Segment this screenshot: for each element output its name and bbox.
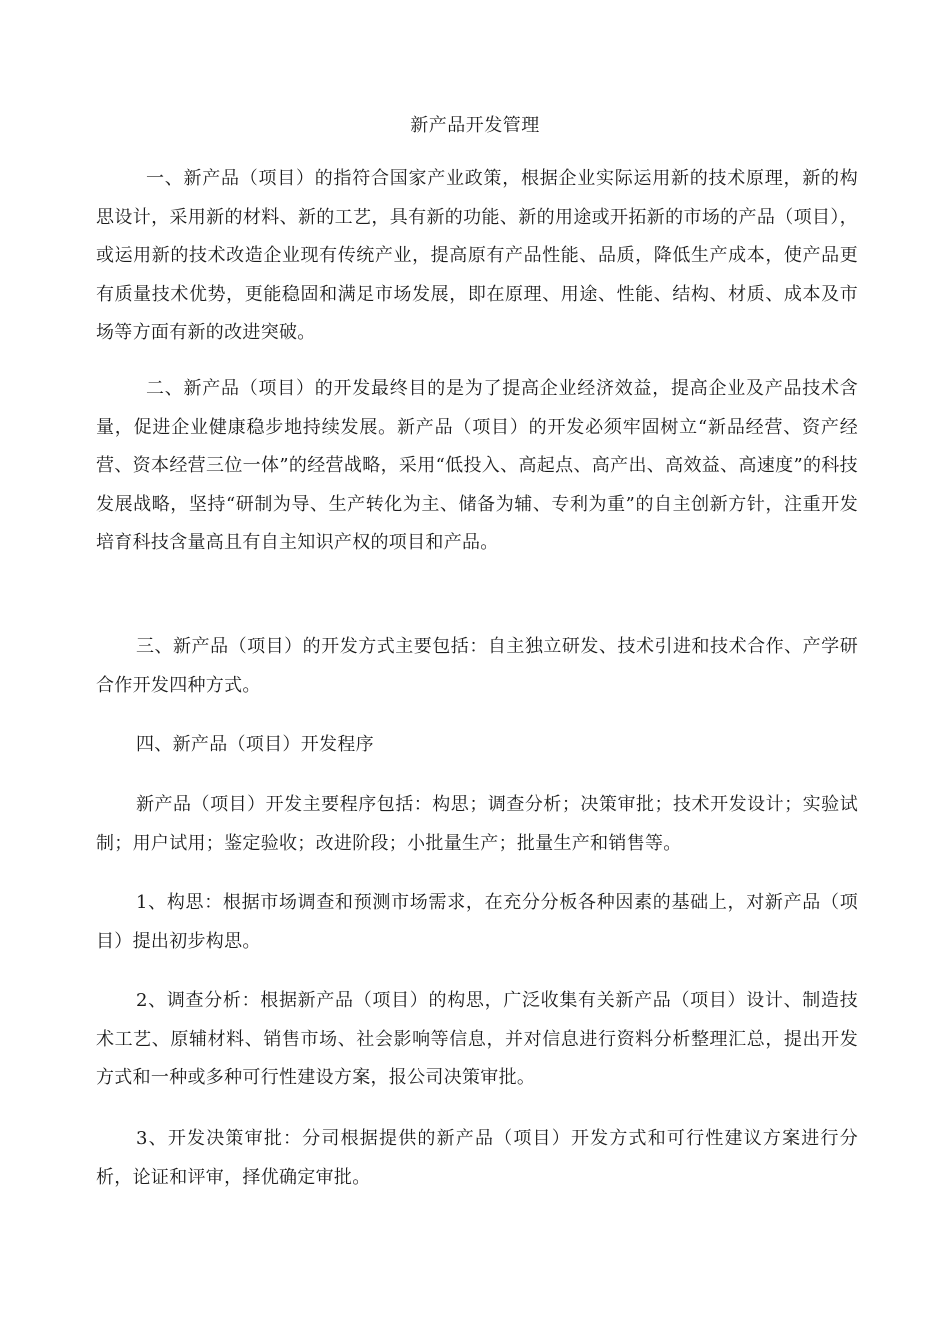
document-title: 新产品开发管理 — [410, 115, 540, 136]
paragraph-2: 二、新产品（项目）的开发最终目的是为了提高企业经济效益，提高企业及产品技术含量，促进企业健康稳步地持续发展。新产品（项目）的开发必须牢固树立“新品经营、资产经营、资本经营三位一体”的经营战略，采用“低投入、高起点、高产出、高效益、高速度”的科技发展战略，坚持“研制为导、生产转化为主、储备为辅、专利为重”的自主创新方针，注重开发培育科技含量高且有自主知识产权的项目和产品。 — [96, 378, 858, 553]
paragraph-1: 一、新产品（项目）的指符合国家产业政策，根据企业实际运用新的技术原理，新的构思设计，采用新的材料、新的工艺，具有新的功能、新的用途或开拓新的市场的产品（项目），或运用新的技术改造企业现有传统产业，提高原有产品性能、品质，降低生产成本，使产品更有质量技术优势，更能稳固和满足市场发展，即在原理、用途、性能、结构、材质、成本及市场等方面有新的改进突破。 — [96, 168, 858, 343]
paragraph-step-1: 1、构思：根据市场调查和预测市场需求，在充分分板各种因素的基础上，对新产品（项目）提出初步构思。 — [96, 892, 858, 952]
paragraph-3: 三、新产品（项目）的开发方式主要包括：自主独立研发、技术引进和技术合作、产学研合作开发四种方式。 — [96, 636, 858, 696]
paragraph-step-2: 2、调查分析：根据新产品（项目）的构思，广泛收集有关新产品（项目）设计、制造技术工艺、原辅材料、销售市场、社会影响等信息，并对信息进行资料分析整理汇总，提出开发方式和一种或多种可行性建设方案，报公司决策审批。 — [96, 990, 858, 1088]
paragraph-step-3: 3、开发决策审批：分司根据提供的新产品（项目）开发方式和可行性建议方案进行分析，论证和评审，择优确定审批。 — [96, 1128, 858, 1188]
paragraph-procedure-summary: 新产品（项目）开发主要程序包括：构思；调查分析；决策审批；技术开发设计；实验试制；用户试用；鉴定验收；改进阶段；小批量生产；批量生产和销售等。 — [96, 794, 858, 854]
section-heading-4: 四、新产品（项目）开发程序 — [136, 734, 374, 755]
